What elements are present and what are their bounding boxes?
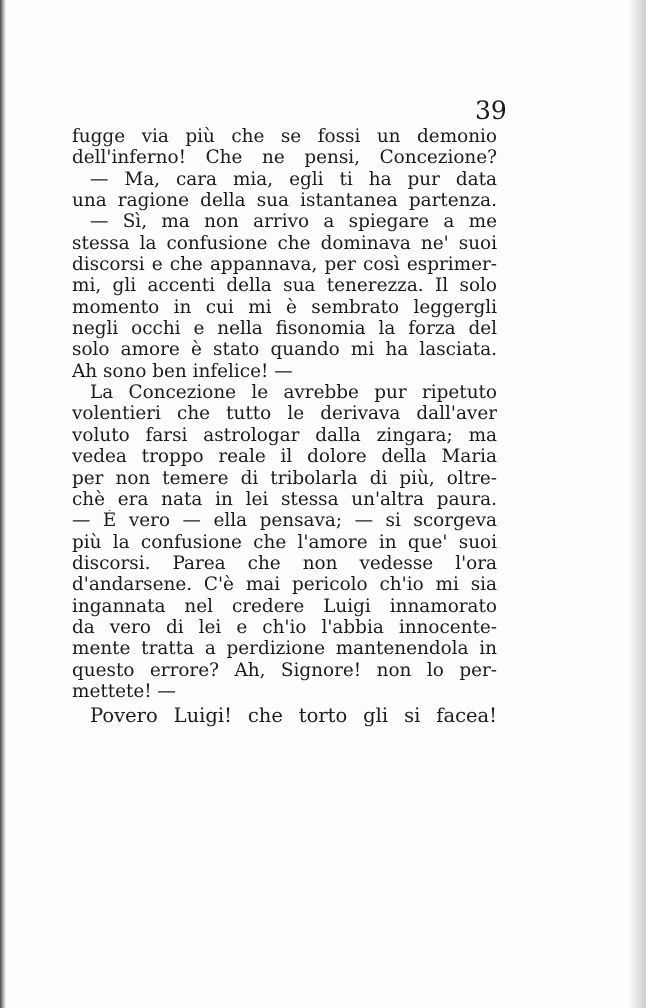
text-line: stessa la confusione che dominava ne' suoi xyxy=(72,232,497,254)
page-left-edge-shadow xyxy=(0,0,6,1008)
text-line: da vero di lei e ch'io l'abbia innocente- xyxy=(72,616,497,638)
text-line: Povero Luigi! che torto gli si facea! xyxy=(90,705,497,727)
text-line: La Concezione le avrebbe pur ripetuto xyxy=(90,382,497,404)
text-line: — Sì, ma non arrivo a spiegare a me xyxy=(90,211,497,233)
page-right-edge-shadow xyxy=(628,0,646,1008)
text-line: mi, gli accenti della sua tenerezza. Il solo xyxy=(72,275,497,297)
text-line: vedea troppo reale il dolore della Maria xyxy=(72,446,497,468)
text-line: mente tratta a perdizione mantenendola in xyxy=(72,638,497,660)
text-line: — È vero — ella pensava; — si scorgeva xyxy=(72,510,497,532)
text-line: ingannata nel credere Luigi innamorato xyxy=(72,595,497,617)
text-line: una ragione della sua istantanea partenza. xyxy=(72,190,497,212)
text-line: d'andarsene. C'è mai pericolo ch'io mi sia xyxy=(72,574,497,596)
text-line: chè era nata in lei stessa un'altra paura. xyxy=(72,488,497,510)
text-line: più la confusione che l'amore in que' suoi xyxy=(72,531,497,553)
text-line: volentieri che tutto le derivava dall'aver xyxy=(72,403,497,425)
text-line: discorsi. Parea che non vedesse l'ora xyxy=(72,552,497,574)
text-line: — Ma, cara mia, egli ti ha pur data xyxy=(90,168,497,190)
page-number: 39 xyxy=(475,96,507,125)
text-line: discorsi e che appannava, per così esprimer- xyxy=(72,254,497,276)
text-line: per non temere di tribolarla di più, oltre- xyxy=(72,467,497,489)
text-line: negli occhi e nella fisonomia la forza del xyxy=(72,318,497,340)
text-line: questo errore? Ah, Signore! non lo per- xyxy=(72,659,497,681)
text-line: voluto farsi astrologar dalla zingara; ma xyxy=(72,424,497,446)
text-line: momento in cui mi è sembrato leggergli xyxy=(72,296,497,318)
text-line: Ah sono ben infelice! — xyxy=(72,360,293,382)
text-line: mettete! — xyxy=(72,680,176,702)
text-line: fugge via più che se fossi un demonio xyxy=(72,126,497,147)
text-line: solo amore è stato quando mi ha lasciata. xyxy=(72,339,497,361)
text-line: dell'inferno! Che ne pensi, Concezione? xyxy=(72,147,497,169)
body-text xyxy=(72,126,497,727)
